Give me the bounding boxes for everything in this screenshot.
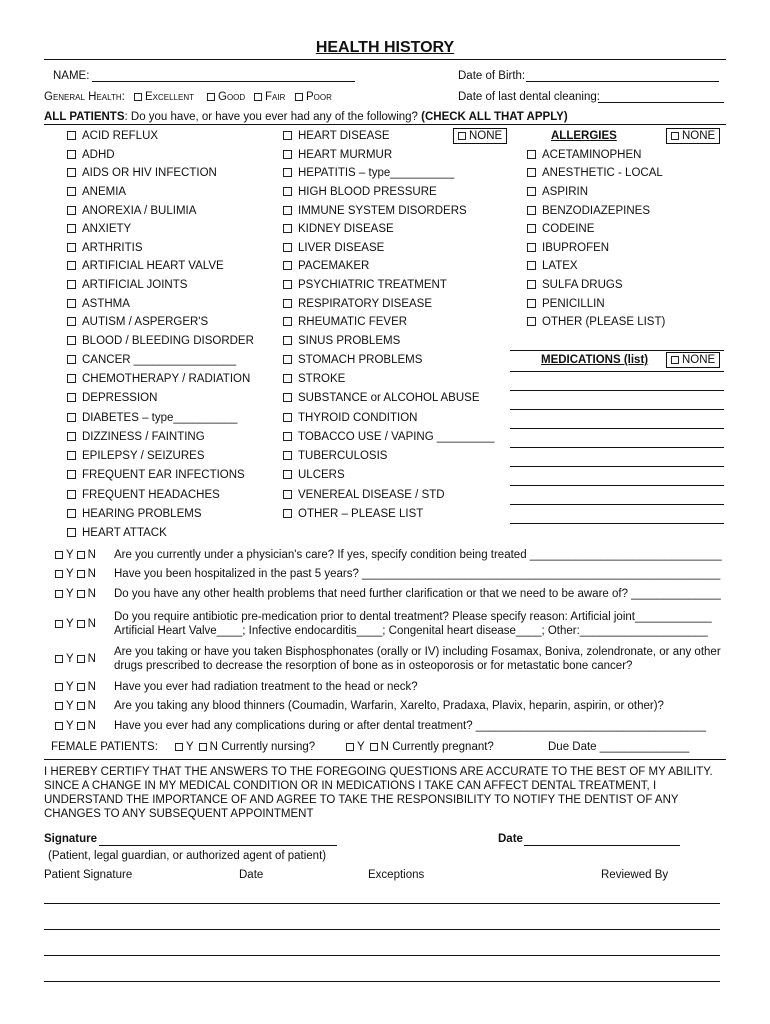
condition-item[interactable] — [67, 204, 196, 218]
checkbox[interactable] — [67, 168, 76, 177]
general-health-excellent[interactable]: Excellent — [134, 90, 194, 104]
checkbox[interactable] — [671, 356, 679, 364]
allergy-item[interactable] — [527, 315, 665, 329]
signature-date-label: Date — [498, 833, 523, 845]
checkbox[interactable] — [527, 317, 536, 326]
checkbox[interactable] — [67, 470, 76, 479]
condition-label: ANXIETY — [82, 223, 132, 235]
title-rule — [44, 59, 726, 60]
condition-label: PSYCHIATRIC TREATMENT — [298, 279, 447, 291]
condition-label: TOBACCO USE / VAPING _________ — [298, 431, 495, 443]
condition-item[interactable] — [283, 278, 447, 292]
review-header-date: Date — [239, 869, 264, 881]
checkbox[interactable] — [527, 243, 536, 252]
condition-label: HEPATITIS – type__________ — [298, 167, 455, 179]
question-text: Have you been hospitalized in the past 5 years? ________________________________________________________ — [114, 568, 721, 580]
question-text: Are you taking any blood thinners (Coumadin, Warfarin, Xarelto, Pradaxa, Plavix, heparin, aspirin, or other)? — [114, 700, 664, 712]
due-date-field[interactable]: Due Date ______________ — [548, 741, 690, 753]
general-health-poor[interactable]: Poor — [295, 90, 332, 104]
condition-label: SINUS PROBLEMS — [298, 335, 401, 347]
checkbox[interactable] — [67, 280, 76, 289]
no-checkbox[interactable] — [77, 702, 85, 710]
condition-item[interactable] — [283, 488, 445, 502]
yes-checkbox[interactable] — [55, 590, 63, 598]
condition-item[interactable] — [67, 222, 131, 236]
yes-no-toggle: Y N — [55, 719, 96, 733]
condition-item[interactable] — [283, 185, 437, 199]
checkbox[interactable] — [67, 355, 76, 364]
allergy-item[interactable] — [527, 148, 641, 162]
condition-item[interactable] — [67, 129, 158, 143]
question-text: Do you have any other health problems that need further clarification or that we need to be aware of? ______________ — [114, 588, 721, 600]
checkbox[interactable] — [67, 299, 76, 308]
signature-field[interactable] — [99, 845, 337, 846]
condition-item[interactable] — [67, 449, 205, 463]
yes-checkbox[interactable] — [55, 655, 63, 663]
checkbox[interactable] — [67, 131, 76, 140]
condition-item[interactable] — [283, 259, 369, 273]
condition-item[interactable] — [67, 278, 187, 292]
checkbox[interactable] — [283, 336, 292, 345]
condition-label: ADHD — [82, 149, 115, 161]
medication-line[interactable] — [510, 523, 724, 524]
checkbox[interactable] — [527, 187, 536, 196]
yes-no-toggle: Y N — [55, 652, 96, 666]
checkbox[interactable] — [67, 206, 76, 215]
condition-item[interactable] — [283, 449, 387, 463]
medication-line[interactable] — [510, 485, 724, 486]
condition-item[interactable] — [67, 353, 236, 367]
condition-label: SUBSTANCE or ALCOHOL ABUSE — [298, 392, 480, 404]
allergy-label: ACETAMINOPHEN — [542, 149, 642, 161]
condition-label: ACID REFLUX — [82, 130, 159, 142]
condition-label: FREQUENT EAR INFECTIONS — [82, 469, 245, 481]
checkbox[interactable] — [283, 261, 292, 270]
checkbox[interactable] — [67, 451, 76, 460]
condition-label: DIABETES – type__________ — [82, 412, 238, 424]
checkbox[interactable] — [283, 187, 292, 196]
allergy-label: PENICILLIN — [542, 298, 605, 310]
condition-item[interactable] — [67, 411, 237, 425]
question-text: Have you ever had any complications during or after dental treatment? ____________________________________ — [114, 720, 707, 732]
yes-checkbox[interactable] — [55, 683, 63, 691]
medication-line[interactable] — [510, 466, 724, 467]
condition-item[interactable] — [67, 488, 220, 502]
allergy-item[interactable] — [527, 278, 623, 292]
yes-no-toggle: Y N — [55, 548, 96, 562]
review-header-patient-signature: Patient Signature — [44, 869, 133, 881]
yes-no-toggle: Y N — [55, 699, 96, 713]
checkbox[interactable] — [207, 93, 215, 101]
medication-line[interactable] — [510, 390, 724, 391]
checkbox[interactable] — [67, 509, 76, 518]
yes-checkbox[interactable] — [55, 570, 63, 578]
checkbox[interactable] — [283, 317, 292, 326]
checkbox[interactable] — [67, 490, 76, 499]
yes-no-toggle: Y N — [55, 587, 96, 601]
checkbox[interactable] — [67, 528, 76, 537]
checkbox[interactable] — [283, 299, 292, 308]
review-line-4[interactable] — [44, 981, 720, 982]
checkbox[interactable] — [67, 243, 76, 252]
condition-item[interactable] — [67, 315, 208, 329]
review-line-3[interactable] — [44, 955, 720, 956]
checkbox[interactable] — [283, 451, 292, 460]
medications-title: MEDICATIONS (list) — [541, 354, 649, 366]
medication-line[interactable] — [510, 371, 724, 372]
condition-item[interactable] — [67, 526, 167, 540]
medication-line[interactable] — [510, 428, 724, 429]
condition-label: ARTIFICIAL JOINTS — [82, 279, 188, 291]
no-checkbox[interactable] — [77, 570, 85, 578]
condition-label: IMMUNE SYSTEM DISORDERS — [298, 205, 467, 217]
condition-label: EPILEPSY / SEIZURES — [82, 450, 205, 462]
checkbox[interactable] — [283, 413, 292, 422]
general-health-good[interactable]: Good — [207, 90, 245, 104]
yes-checkbox[interactable] — [346, 743, 354, 751]
allergy-label: CODEINE — [542, 223, 595, 235]
condition-item[interactable] — [283, 204, 467, 218]
checkbox[interactable] — [283, 470, 292, 479]
checkbox[interactable] — [283, 206, 292, 215]
name-label: NAME: — [53, 70, 90, 82]
medication-line[interactable] — [510, 447, 724, 448]
checkbox[interactable] — [283, 509, 292, 518]
yes-no-toggle: Y N — [55, 567, 96, 581]
signature-note: (Patient, legal guardian, or authorized agent of patient) — [48, 850, 327, 862]
condition-label: LIVER DISEASE — [298, 242, 385, 254]
checkbox[interactable] — [458, 132, 466, 140]
condition-item[interactable] — [67, 391, 157, 405]
checkbox[interactable] — [527, 150, 536, 159]
allergy-label: IBUPROFEN — [542, 242, 610, 254]
review-header-exceptions: Exceptions — [368, 869, 425, 881]
page-title: HEALTH HISTORY — [315, 39, 455, 56]
checkbox[interactable] — [283, 150, 292, 159]
yes-checkbox[interactable] — [175, 743, 183, 751]
condition-label: HIGH BLOOD PRESSURE — [298, 186, 437, 198]
condition-label: DEPRESSION — [82, 392, 158, 404]
medication-line[interactable] — [510, 504, 724, 505]
all-patients-heading: ALL PATIENTS: Do you have, or have you ever had any of the following? (CHECK ALL THAT APPLY) — [44, 111, 568, 123]
condition-label: KIDNEY DISEASE — [298, 223, 394, 235]
last-cleaning-field[interactable] — [598, 102, 724, 103]
condition-label: AIDS OR HIV INFECTION — [82, 167, 217, 179]
pregnant-question: Y N Currently pregnant? — [346, 740, 494, 754]
review-line-2[interactable] — [44, 929, 720, 930]
signature-date-field[interactable] — [524, 845, 680, 846]
checkbox[interactable] — [527, 280, 536, 289]
dob-field[interactable] — [526, 81, 719, 82]
condition-item[interactable] — [283, 468, 345, 482]
allergy-item[interactable] — [527, 166, 663, 180]
checkbox[interactable] — [527, 261, 536, 270]
conditions-none-option[interactable]: NONE — [453, 128, 507, 144]
checkbox[interactable] — [283, 490, 292, 499]
allergy-label: OTHER (PLEASE LIST) — [542, 316, 666, 328]
allergy-label: BENZODIAZEPINES — [542, 205, 650, 217]
checkbox[interactable] — [283, 168, 292, 177]
no-checkbox[interactable] — [77, 590, 85, 598]
condition-label: HEART ATTACK — [82, 527, 167, 539]
condition-label: FREQUENT HEADACHES — [82, 489, 220, 501]
checkbox[interactable] — [67, 317, 76, 326]
condition-item[interactable] — [67, 507, 202, 521]
certification-rule — [44, 759, 726, 760]
condition-label: AUTISM / ASPERGER'S — [82, 316, 209, 328]
checkbox[interactable] — [527, 168, 536, 177]
condition-label: ASTHMA — [82, 298, 130, 310]
allergy-label: ASPIRIN — [542, 186, 589, 198]
medication-line[interactable] — [510, 409, 724, 410]
no-checkbox[interactable] — [77, 551, 85, 559]
checkbox[interactable] — [67, 432, 76, 441]
condition-item[interactable] — [283, 241, 384, 255]
condition-item[interactable] — [67, 297, 130, 311]
condition-item[interactable] — [283, 297, 432, 311]
allergy-label: ANESTHETIC - LOCAL — [542, 167, 663, 179]
checkbox[interactable] — [67, 187, 76, 196]
condition-item[interactable] — [283, 129, 390, 143]
question-text: Are you taking or have you taken Bisphosphonates (orally or IV) including Fosamax, Boniva, zolendronate, or any other — [114, 646, 721, 658]
condition-label: STROKE — [298, 373, 346, 385]
allergy-item[interactable] — [527, 222, 594, 236]
condition-item[interactable] — [67, 334, 254, 348]
no-checkbox[interactable] — [199, 743, 207, 751]
general-health-label: General Health: — [44, 91, 125, 103]
no-checkbox[interactable] — [77, 683, 85, 691]
condition-item[interactable] — [67, 166, 217, 180]
condition-item[interactable] — [67, 241, 143, 255]
condition-label: RHEUMATIC FEVER — [298, 316, 408, 328]
condition-item[interactable] — [67, 185, 126, 199]
checkbox[interactable] — [67, 374, 76, 383]
condition-item[interactable] — [283, 507, 423, 521]
checkbox[interactable] — [67, 393, 76, 402]
condition-item[interactable] — [67, 259, 224, 273]
condition-label: ARTHRITIS — [82, 242, 143, 254]
condition-item[interactable] — [283, 353, 422, 367]
medications-none-option[interactable]: NONE — [666, 352, 720, 368]
condition-label: BLOOD / BLEEDING DISORDER — [82, 335, 254, 347]
checkbox[interactable] — [283, 432, 292, 441]
condition-label: DIZZINESS / FAINTING — [82, 431, 205, 443]
condition-label: STOMACH PROBLEMS — [298, 354, 423, 366]
checkbox[interactable] — [283, 393, 292, 402]
condition-label: RESPIRATORY DISEASE — [298, 298, 433, 310]
allergy-label: LATEX — [542, 260, 578, 272]
condition-item[interactable] — [283, 315, 407, 329]
question-text: Artificial Heart Valve____; Infective endocarditis____; Congenital heart disease____; Other:____________________ — [114, 625, 708, 637]
certification-text: I HEREBY CERTIFY THAT THE ANSWERS TO THE FOREGOING QUESTIONS ARE ACCURATE TO THE BEST OF MY ABILITY. SINCE A CHANGE IN MY MEDICAL CONDITION OR IN MEDICATIONS I TAKE CAN AFFECT DENTAL TREATMENT, I UNDERSTAND THE IMPORTANCE OF AND AGREE TO TAKE THE RESPONSIBILITY TO NOTIFY THE DENTIST OF ANY CHANGES TO ANY SUBSEQUENT APPOINTMENT — [44, 766, 713, 820]
no-checkbox[interactable] — [77, 655, 85, 663]
condition-item[interactable] — [283, 222, 394, 236]
checkbox[interactable] — [671, 132, 679, 140]
checkbox[interactable] — [67, 413, 76, 422]
yes-checkbox[interactable] — [55, 620, 63, 628]
no-checkbox[interactable] — [77, 620, 85, 628]
checkbox[interactable] — [283, 224, 292, 233]
allergies-title: ALLERGIES — [551, 130, 617, 142]
condition-item[interactable] — [283, 334, 400, 348]
condition-label: CHEMOTHERAPY / RADIATION — [82, 373, 251, 385]
checkbox[interactable] — [283, 374, 292, 383]
checkbox[interactable] — [67, 336, 76, 345]
condition-label: HEART DISEASE — [298, 130, 390, 142]
no-checkbox[interactable] — [77, 722, 85, 730]
allergy-item[interactable] — [527, 185, 588, 199]
condition-label: THYROID CONDITION — [298, 412, 418, 424]
checkbox[interactable] — [527, 299, 536, 308]
review-line-1[interactable] — [44, 903, 720, 904]
condition-label: VENEREAL DISEASE / STD — [298, 489, 445, 501]
condition-item[interactable] — [67, 372, 250, 386]
checkbox[interactable] — [283, 131, 292, 140]
medications-top-rule — [510, 350, 724, 351]
condition-item[interactable] — [283, 148, 392, 162]
checkbox[interactable] — [527, 206, 536, 215]
allergy-item[interactable] — [527, 259, 578, 273]
allergy-item[interactable] — [527, 297, 605, 311]
condition-label: CANCER ________________ — [82, 354, 237, 366]
condition-item[interactable] — [283, 411, 417, 425]
dob-label: Date of Birth: — [458, 70, 526, 82]
checkbox[interactable] — [254, 93, 262, 101]
name-field[interactable] — [92, 81, 355, 82]
condition-label: ARTIFICIAL HEART VALVE — [82, 260, 224, 272]
condition-item[interactable] — [283, 391, 480, 405]
yes-checkbox[interactable] — [55, 551, 63, 559]
signature-label: Signature — [44, 833, 98, 845]
checkbox[interactable] — [527, 224, 536, 233]
condition-label: PACEMAKER — [298, 260, 370, 272]
checkbox[interactable] — [283, 280, 292, 289]
condition-item[interactable] — [67, 468, 245, 482]
last-cleaning-label: Date of last dental cleaning: — [458, 91, 600, 103]
checkbox[interactable] — [67, 150, 76, 159]
question-text: Have you ever had radiation treatment to the head or neck? — [114, 681, 418, 693]
checkbox[interactable] — [67, 224, 76, 233]
allergy-label: SULFA DRUGS — [542, 279, 623, 291]
question-text: drugs prescribed to decrease the resorption of bone as in osteoporosis or for metastatic bone cancer? — [114, 660, 633, 672]
allergy-item[interactable] — [527, 204, 650, 218]
checkbox[interactable] — [295, 93, 303, 101]
condition-item[interactable] — [283, 372, 345, 386]
checkbox[interactable] — [283, 243, 292, 252]
yes-checkbox[interactable] — [55, 702, 63, 710]
condition-label: ANOREXIA / BULIMIA — [82, 205, 197, 217]
condition-label: OTHER – PLEASE LIST — [298, 508, 424, 520]
checkbox[interactable] — [67, 261, 76, 270]
condition-item[interactable] — [283, 166, 454, 180]
no-checkbox[interactable] — [370, 743, 378, 751]
yes-no-toggle: Y N — [55, 617, 96, 631]
checkbox[interactable] — [283, 355, 292, 364]
condition-label: ANEMIA — [82, 186, 127, 198]
nursing-question: Y N Currently nursing? — [175, 740, 315, 754]
general-health-fair[interactable]: Fair — [254, 90, 285, 104]
female-patients-label: FEMALE PATIENTS: — [51, 741, 158, 753]
condition-item[interactable] — [283, 430, 494, 444]
yes-checkbox[interactable] — [55, 722, 63, 730]
condition-label: TUBERCULOSIS — [298, 450, 388, 462]
allergy-item[interactable] — [527, 241, 609, 255]
condition-label: HEART MURMUR — [298, 149, 393, 161]
condition-label: HEARING PROBLEMS — [82, 508, 202, 520]
yes-no-toggle: Y N — [55, 680, 96, 694]
allergies-none-option[interactable]: NONE — [666, 128, 720, 144]
section-rule — [44, 124, 726, 125]
checkbox[interactable] — [134, 93, 142, 101]
condition-item[interactable] — [67, 148, 115, 162]
condition-label: ULCERS — [298, 469, 345, 481]
review-header-reviewed-by: Reviewed By — [601, 869, 669, 881]
question-text: Do you require antibiotic pre-medication prior to dental treatment? Please specify reason: Artificial joint____________ — [114, 611, 712, 623]
condition-item[interactable] — [67, 430, 205, 444]
question-text: Are you currently under a physician's care? If yes, specify condition being treated ______________________________ — [114, 549, 722, 561]
